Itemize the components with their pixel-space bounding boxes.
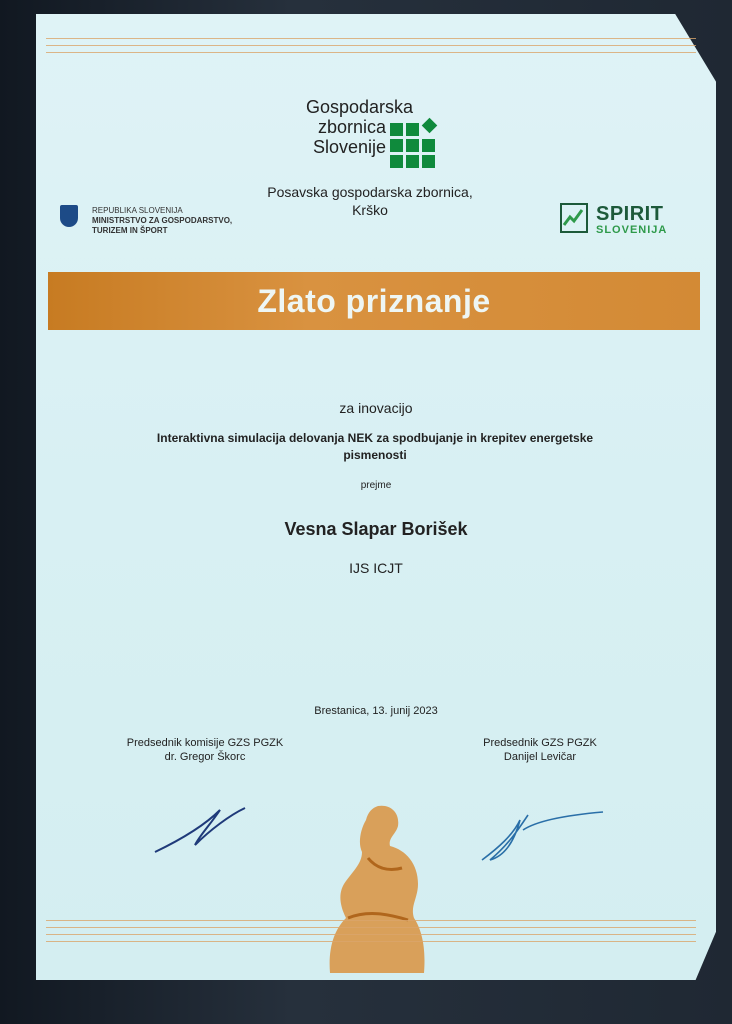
branch-line-1: Posavska gospodarska zbornica, (267, 184, 473, 200)
left-signatory (105, 736, 305, 764)
top-decorative-lines (46, 38, 696, 59)
innovation-title: Interaktivna simulacija delovanja NEK za spodbujanje in krepitev energetske pismenosti (156, 431, 594, 462)
for-label: za inovacijo (339, 400, 413, 416)
spirit-logo (560, 203, 690, 239)
ministry-line-2: MINISTRSTVO ZA GOSPODARSTVO, (92, 216, 233, 225)
right-signatory-name: Danijel Levičar (503, 751, 577, 763)
left-signatory-name: dr. Gregor Škorc (164, 751, 246, 763)
ministry-line-3: TURIZEM IN ŠPORT (92, 226, 168, 235)
right-signature (478, 800, 608, 870)
recipient-organization: IJS ICJT (349, 560, 403, 576)
left-signature (150, 800, 250, 860)
title-banner (48, 272, 700, 330)
gzs-line-1: Gospodarska (306, 97, 414, 117)
bottom-decorative-lines (46, 920, 696, 948)
gzs-logo-text (306, 97, 414, 157)
ministry-line-1: REPUBLIKA SLOVENIJA (92, 206, 183, 215)
right-signatory-role: Predsednik GZS PGZK (483, 737, 597, 749)
branch-line-2: Krško (352, 202, 388, 218)
gzs-line-2: zbornica (317, 117, 386, 137)
gzs-grid-icon (390, 120, 438, 168)
recipient-name: Vesna Slapar Borišek (284, 519, 468, 539)
left-signatory-role: Predsednik komisije GZS PGZK (126, 737, 284, 749)
slovenia-shield-icon (60, 205, 78, 227)
place-date: Brestanica, 13. junij 2023 (314, 705, 438, 717)
spirit-chart-icon (560, 203, 588, 233)
certificate-title: Zlato priznanje (257, 282, 491, 319)
right-signatory (440, 736, 640, 764)
spirit-word-1: SPIRIT (596, 203, 664, 225)
receives-label: prejme (360, 480, 392, 491)
gzs-line-3: Slovenije (312, 137, 386, 157)
spirit-word-2: SLOVENIJA (596, 224, 668, 236)
